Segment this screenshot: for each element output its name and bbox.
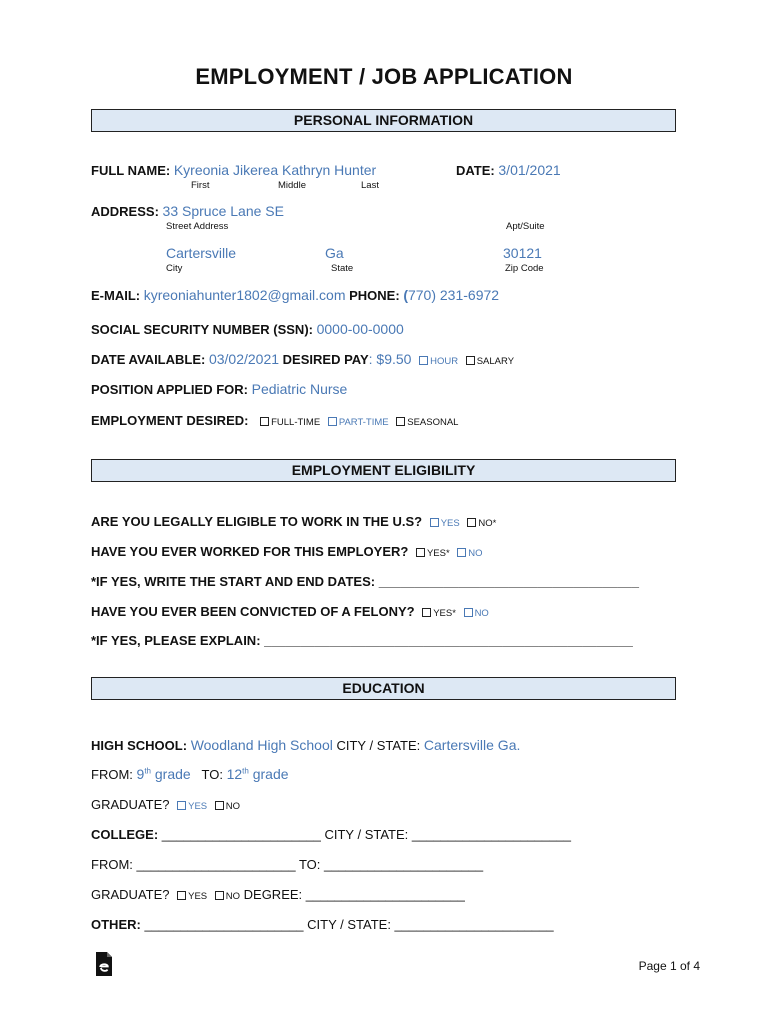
employment-desired-row — [91, 413, 458, 428]
hs-to-value[interactable] — [227, 766, 289, 782]
college-from[interactable]: FROM: ______________________ — [91, 857, 296, 872]
college-from-to-row — [91, 857, 483, 872]
position-label: POSITION APPLIED FOR: — [91, 382, 248, 397]
full-name-row — [91, 162, 376, 178]
college-city-state[interactable]: CITY / STATE: ______________________ — [324, 827, 571, 842]
college-to[interactable]: TO: ______________________ — [298, 857, 484, 872]
eligible-question: ARE YOU LEGALLY ELIGIBLE TO WORK IN THE U.S? — [91, 514, 423, 529]
street-caption: Street Address — [166, 221, 229, 232]
date-value[interactable]: 3/01/2021 — [498, 162, 561, 178]
hs-from-grade: grade — [150, 766, 191, 782]
part-time-checkbox[interactable] — [328, 417, 337, 426]
salary-label: SALARY — [476, 356, 515, 367]
street-value[interactable]: 33 Spruce Lane SE — [162, 203, 284, 219]
felony-row — [91, 604, 489, 619]
felony-no-label: NO — [474, 608, 489, 619]
college-label: COLLEGE: — [91, 827, 159, 842]
hs-from-to-row — [91, 766, 289, 782]
felony-no-checkbox[interactable] — [464, 608, 473, 617]
degree-field[interactable]: DEGREE: ______________________ — [243, 887, 465, 902]
desired-pay-label: DESIRED PAY — [282, 352, 369, 367]
part-time-label: PART-TIME — [338, 417, 389, 428]
state-caption: State — [331, 263, 354, 274]
hs-from-label: FROM: — [91, 767, 133, 782]
ssn-label: SOCIAL SECURITY NUMBER (SSN): — [91, 322, 313, 337]
middle-caption: Middle — [278, 180, 306, 191]
college-graduate-no-label: NO — [225, 891, 241, 902]
other-label: OTHER: — [91, 917, 141, 932]
worked-yes-label: YES* — [426, 548, 450, 559]
city-value[interactable]: Cartersville — [166, 245, 237, 261]
seasonal-checkbox[interactable] — [396, 417, 405, 426]
hs-city-state-value[interactable]: Cartersville Ga. — [423, 737, 521, 753]
hs-graduate-yes-label: YES — [188, 801, 208, 812]
date-label: DATE: — [456, 163, 495, 178]
college-blank[interactable]: ______________________ — [161, 827, 321, 842]
college-graduate-yes-label: YES — [188, 891, 208, 902]
explain-line[interactable]: *IF YES, PLEASE EXPLAIN: ___________________________________________________ — [91, 633, 633, 648]
zip-value[interactable]: 30121 — [503, 245, 542, 261]
full-time-label: FULL-TIME — [271, 417, 321, 428]
college-row — [91, 827, 571, 842]
date-row — [456, 162, 561, 178]
address-label: ADDRESS: — [91, 204, 159, 219]
section-employment-eligibility: EMPLOYMENT ELIGIBILITY — [91, 459, 676, 482]
full-name-value[interactable]: Kyreonia Jikerea Kathryn Hunter — [173, 162, 377, 178]
state-value[interactable]: Ga — [325, 245, 344, 261]
felony-question: HAVE YOU EVER BEEN CONVICTED OF A FELONY? — [91, 604, 415, 619]
employment-desired-label: EMPLOYMENT DESIRED: — [91, 413, 249, 428]
hs-from-value[interactable] — [137, 766, 191, 782]
worked-before-question: HAVE YOU EVER WORKED FOR THIS EMPLOYER? — [91, 544, 409, 559]
date-available-label: DATE AVAILABLE: — [91, 352, 206, 367]
other-blank[interactable]: ______________________ — [144, 917, 304, 932]
college-graduate-yes-checkbox[interactable] — [177, 891, 186, 900]
page-title: EMPLOYMENT / JOB APPLICATION — [195, 64, 573, 89]
ssn-row — [91, 321, 404, 337]
hs-from-suffix: th — [144, 766, 151, 776]
desired-pay-value[interactable]: : $9.50 — [368, 351, 412, 367]
hour-checkbox[interactable] — [419, 356, 428, 365]
full-name-label: FULL NAME: — [91, 163, 171, 178]
felony-yes-checkbox[interactable] — [422, 608, 431, 617]
high-school-label: HIGH SCHOOL: — [91, 738, 188, 753]
worked-before-row — [91, 544, 483, 559]
city-caption: City — [166, 263, 183, 274]
high-school-value[interactable]: Woodland High School — [190, 737, 333, 753]
hs-graduate-no-checkbox[interactable] — [215, 801, 224, 810]
first-caption: First — [191, 180, 210, 191]
hs-from-number: 9 — [136, 766, 145, 782]
seasonal-label: SEASONAL — [407, 417, 459, 428]
eligible-no-checkbox[interactable] — [467, 518, 476, 527]
start-end-dates-line[interactable]: *IF YES, WRITE THE START AND END DATES: ____________________________________ — [91, 574, 639, 589]
ssn-value[interactable]: 0000-00-0000 — [316, 321, 404, 337]
document-logo-icon — [94, 951, 114, 982]
position-row — [91, 381, 347, 397]
last-caption: Last — [361, 180, 379, 191]
eligible-row — [91, 514, 496, 529]
eligible-yes-label: YES — [440, 518, 460, 529]
hs-to-label: TO: — [201, 767, 223, 782]
hs-to-number: 12 — [226, 766, 243, 782]
other-row — [91, 917, 554, 932]
worked-no-checkbox[interactable] — [457, 548, 466, 557]
section-personal-information: PERSONAL INFORMATION — [91, 109, 676, 132]
hs-graduate-label: GRADUATE? — [91, 797, 170, 812]
hour-label: HOUR — [430, 356, 459, 367]
college-graduate-label: GRADUATE? — [91, 887, 170, 902]
email-phone-row — [91, 287, 499, 303]
felony-yes-label: YES* — [433, 608, 456, 619]
hs-city-state-label: CITY / STATE: — [336, 738, 421, 753]
hs-graduate-row — [91, 797, 240, 812]
section-education: EDUCATION — [91, 677, 676, 700]
apt-caption: Apt/Suite — [506, 221, 545, 232]
full-time-checkbox[interactable] — [260, 417, 269, 426]
position-value[interactable]: Pediatric Nurse — [251, 381, 348, 397]
salary-checkbox[interactable] — [466, 356, 475, 365]
other-city-state[interactable]: CITY / STATE: ______________________ — [307, 917, 554, 932]
high-school-row — [91, 737, 520, 753]
worked-no-label: NO — [468, 548, 483, 559]
phone-label: PHONE: — [349, 288, 400, 303]
phone-paren: ( — [403, 287, 408, 303]
college-graduate-row — [91, 887, 465, 902]
college-graduate-no-checkbox[interactable] — [215, 891, 224, 900]
hs-graduate-yes-checkbox[interactable] — [177, 801, 186, 810]
hs-graduate-no-label: NO — [225, 801, 241, 812]
email-label: E-MAIL: — [91, 288, 141, 303]
page-number: Page 1 of 4 — [638, 959, 700, 973]
date-available-value[interactable]: 03/02/2021 — [208, 351, 280, 367]
address-row — [91, 203, 284, 219]
eligible-yes-checkbox[interactable] — [430, 518, 439, 527]
eligible-no-label: NO* — [478, 518, 497, 529]
worked-yes-checkbox[interactable] — [416, 548, 425, 557]
phone-value[interactable]: 770) 231-6972 — [407, 287, 500, 303]
hs-to-grade: grade — [248, 766, 289, 782]
email-value[interactable]: kyreoniahunter1802@gmail.com — [143, 287, 346, 303]
hs-to-suffix: th — [242, 766, 249, 776]
zip-caption: Zip Code — [505, 263, 544, 274]
date-available-row — [91, 351, 514, 367]
